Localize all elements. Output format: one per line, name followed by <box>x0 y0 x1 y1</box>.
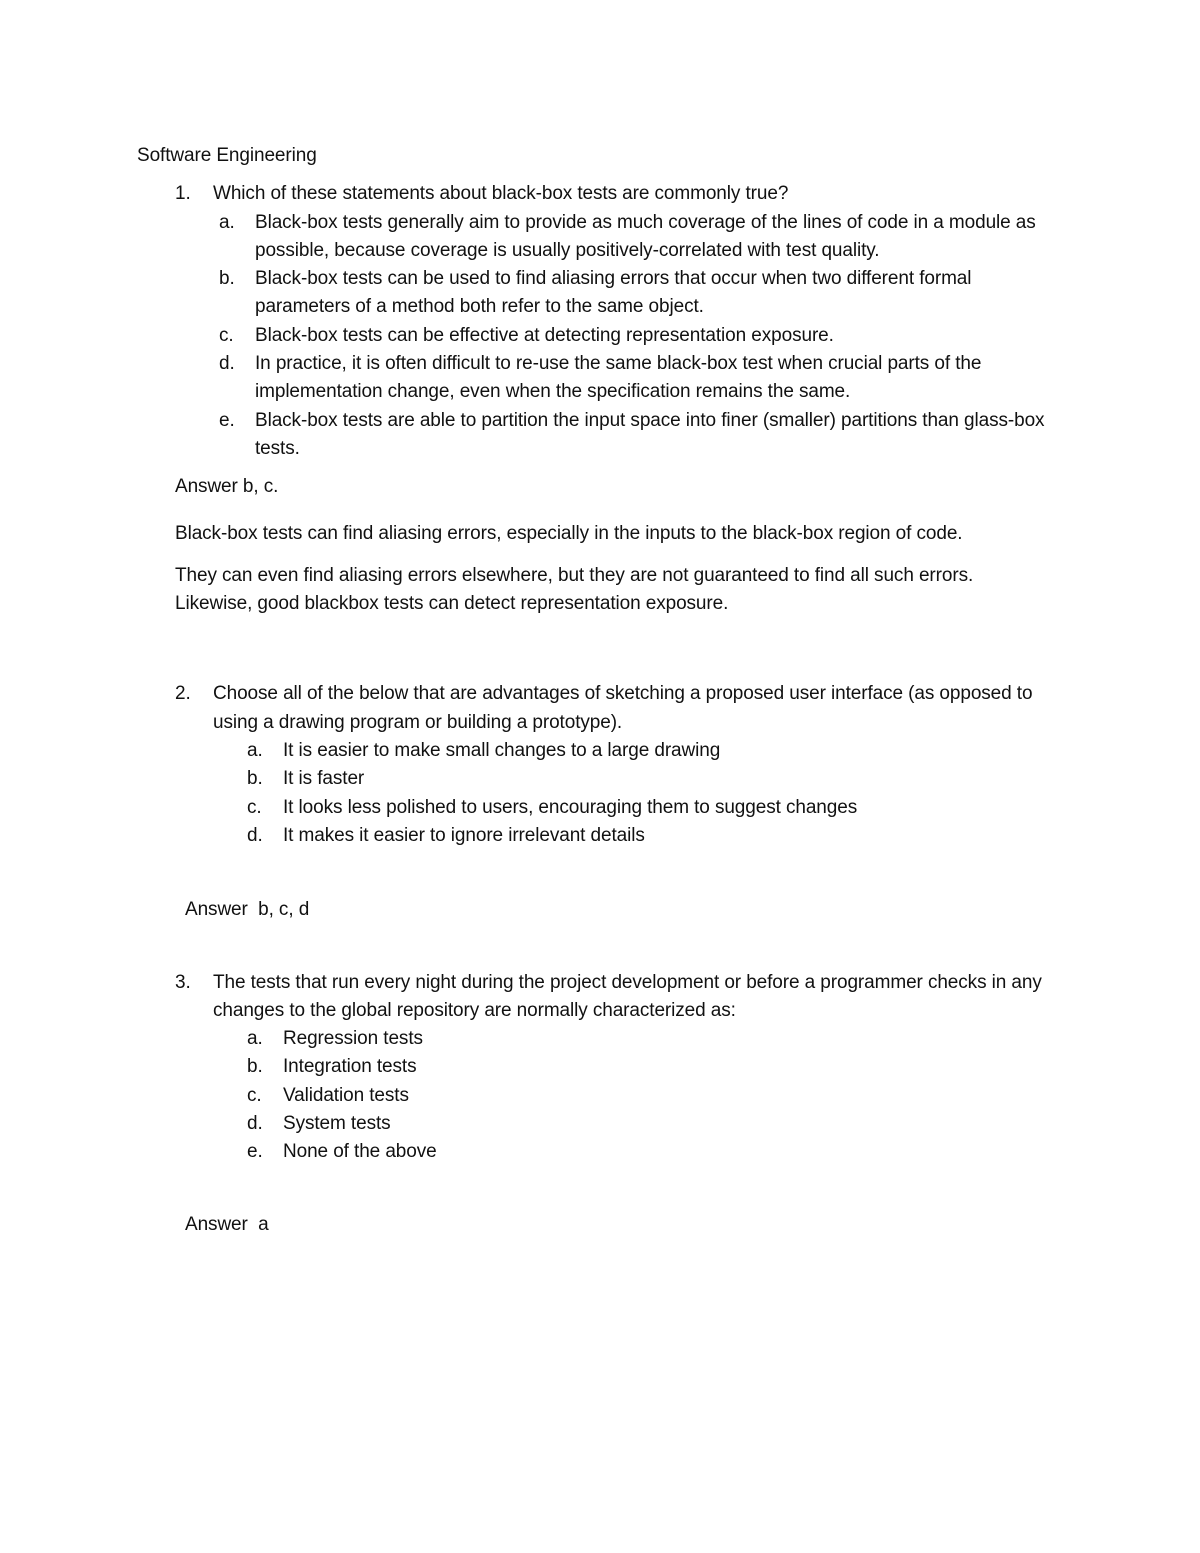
option-letter: b. <box>247 1056 263 1078</box>
option-item <box>213 1025 1067 1053</box>
option-item <box>213 737 1067 765</box>
question-text: The tests that run every night during the project development or before a programmer checks in any changes to the global repository are normally characterized as: <box>213 971 1042 1021</box>
option-text: Black-box tests can be used to find aliasing errors that occur when two different formal parameters of a method both refer to the same object. <box>255 268 972 318</box>
option-item <box>213 322 1067 350</box>
question-number: 3. <box>175 971 191 993</box>
option-item <box>213 1053 1067 1081</box>
option-letter: b. <box>247 768 263 790</box>
question-number: 2. <box>175 683 191 705</box>
option-letter: d. <box>247 824 263 846</box>
option-text: In practice, it is often difficult to re-use the same black-box test when crucial parts of the implementation change, even when the specification remains the same. <box>255 353 982 403</box>
option-text: It makes it easier to ignore irrelevant details <box>283 824 645 846</box>
option-text: It is easier to make small changes to a large drawing <box>283 740 721 762</box>
question-text: Choose all of the below that are advantages of sketching a proposed user interface (as opposed to using a drawing program or building a prototype). <box>213 683 1033 733</box>
option-letter: d. <box>247 1113 263 1135</box>
answer-2: Answer b, c, d <box>185 899 310 921</box>
option-item <box>213 407 1067 464</box>
option-item <box>213 794 1067 822</box>
question-2 <box>137 680 1067 850</box>
option-letter: c. <box>247 1084 262 1106</box>
option-letter: a. <box>247 740 263 762</box>
option-text: It is faster <box>283 768 365 790</box>
option-letter: c. <box>247 796 262 818</box>
document-body <box>137 142 1067 1239</box>
option-text: Integration tests <box>283 1056 417 1078</box>
option-letter: a. <box>219 211 235 233</box>
option-text: None of the above <box>283 1141 437 1163</box>
option-list <box>213 737 1067 850</box>
document-title: Software Engineering <box>137 145 317 166</box>
option-letter: a. <box>247 1028 263 1050</box>
option-item <box>213 822 1067 850</box>
question-number: 1. <box>175 183 191 205</box>
option-text: Black-box tests are able to partition the input space into finer (smaller) partitions than glass-box tests. <box>255 409 1045 459</box>
question-1 <box>137 180 1067 463</box>
option-text: Validation tests <box>283 1084 409 1106</box>
question-3 <box>137 969 1067 1167</box>
question-text: Which of these statements about black-box tests are commonly true? <box>213 183 789 205</box>
option-item <box>213 765 1067 793</box>
option-list <box>213 209 1067 464</box>
answer-1: Answer b, c. <box>175 476 279 498</box>
option-list <box>213 1025 1067 1166</box>
option-letter: b. <box>219 268 235 290</box>
option-item <box>213 1138 1067 1166</box>
option-text: Black-box tests generally aim to provide as much coverage of the lines of code in a module as possible, because coverage is usually positively-correlated with test quality. <box>255 211 1036 261</box>
explanation-paragraph: Black-box tests can find aliasing errors, especially in the inputs to the black-box region of code. <box>175 522 963 544</box>
option-item <box>213 1110 1067 1138</box>
option-text: System tests <box>283 1113 391 1135</box>
answer-3: Answer a <box>185 1213 269 1235</box>
option-letter: c. <box>219 324 234 346</box>
option-letter: d. <box>219 353 235 375</box>
option-text: It looks less polished to users, encouraging them to suggest changes <box>283 796 858 818</box>
option-item <box>213 1082 1067 1110</box>
option-item <box>213 350 1067 407</box>
option-letter: e. <box>247 1141 263 1163</box>
option-item <box>213 209 1067 266</box>
option-text: Regression tests <box>283 1028 423 1050</box>
explanation-paragraph: They can even find aliasing errors elsewhere, but they are not guaranteed to find all such errors. Likewise, good blackbox tests can detect representation exposure. <box>175 564 974 615</box>
option-text: Black-box tests can be effective at detecting representation exposure. <box>255 324 834 346</box>
option-item <box>213 265 1067 322</box>
option-letter: e. <box>219 409 235 431</box>
